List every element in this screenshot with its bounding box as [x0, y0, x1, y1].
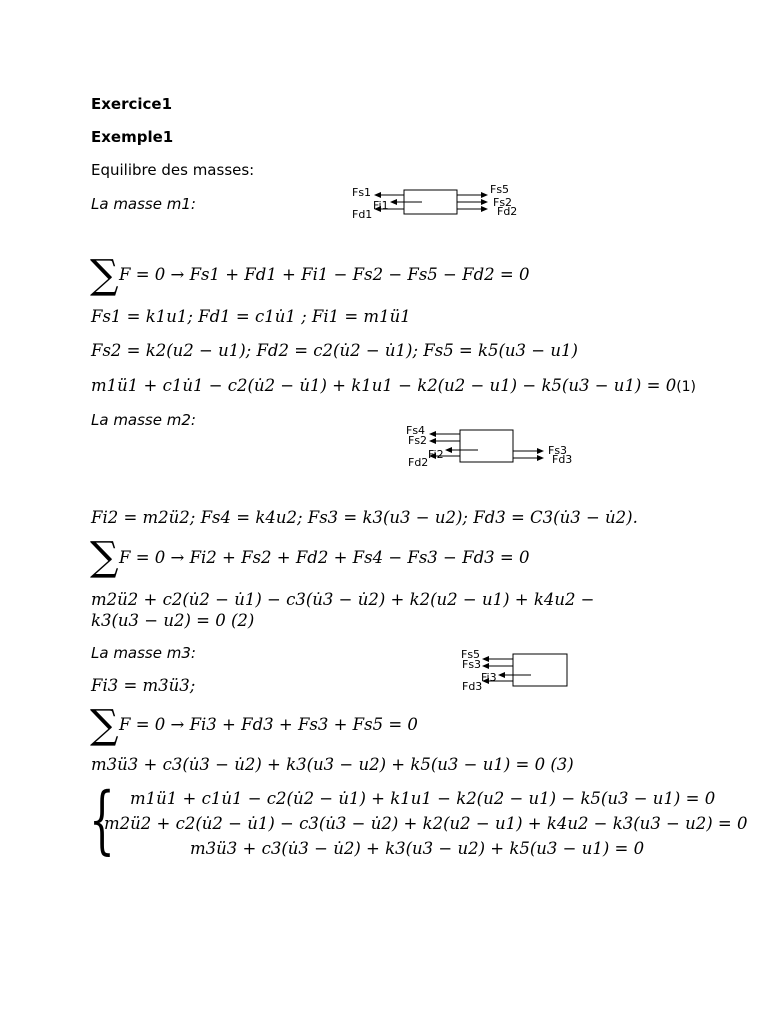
- mass3-left-label: Fd3: [462, 680, 483, 693]
- mass1-left-label: Fd1: [352, 208, 373, 221]
- mass2-right-label: Fs3: [548, 444, 568, 457]
- mass3-definition: Fi3 = m3ü3;: [91, 676, 196, 695]
- mass2-sum-equation: F = 0 → Fi2 + Fs2 + Fd2 + Fs4 − Fs3 − Fd3 = 0: [119, 548, 530, 567]
- system-equation-2: m2ü2 + c2(u̇2 − u̇1) − c3(u̇3 − u̇2) + k2(u2 − u1) + k4u2 − k3(u3 − u2) = 0: [104, 814, 748, 833]
- mass1-sum-equation: F = 0 → Fs1 + Fd1 + Fi1 − Fs2 − Fs5 − Fd2 = 0: [119, 265, 530, 284]
- mass1-equation: m1ü1 + c1u̇1 − c2(u̇2 − u̇1) + k1u1 − k2(u2 − u1) − k5(u3 − u1) = 0(1): [91, 376, 697, 395]
- mass1-left-label: Fs1: [352, 186, 372, 199]
- mass3-left-label: Fi3: [481, 671, 497, 684]
- mass2-left-label: Fi2: [428, 448, 444, 461]
- mass1-definitions-2: Fs2 = k2(u2 − u1); Fd2 = c2(u̇2 − u̇1); Fs5 = k5(u3 − u1): [91, 341, 578, 360]
- mass3-left-label: Fs5: [461, 648, 481, 661]
- sum-symbol: ∑: [90, 252, 119, 298]
- mass2-label: La masse m2:: [91, 411, 196, 429]
- sum-symbol: ∑: [90, 534, 119, 580]
- mass2-right-label: Fd3: [552, 453, 573, 466]
- system-equation-1: m1ü1 + c1u̇1 − c2(u̇2 − u̇1) + k1u1 − k2(u2 − u1) − k5(u3 − u1) = 0: [130, 789, 716, 808]
- sum-symbol: ∑: [90, 702, 119, 748]
- mass1-label: La masse m1:: [91, 195, 196, 213]
- example-heading: Exemple1: [91, 128, 174, 146]
- mass3-block: [513, 654, 567, 686]
- mass1-left-label: Fi1: [373, 199, 389, 212]
- system-brace: {: [89, 777, 115, 863]
- intro-text: Equilibre des masses:: [91, 161, 255, 179]
- equation-tag: (1): [676, 379, 697, 395]
- mass1-right-label: Fs5: [490, 183, 510, 196]
- mass2-left-label: Fs2: [408, 434, 428, 447]
- mass2-left-label: Fd2: [408, 456, 429, 469]
- system-equation-3: m3ü3 + c3(u̇3 − u̇2) + k3(u3 − u2) + k5(u3 − u1) = 0: [190, 839, 645, 858]
- mass3-left-label: Fs3: [462, 658, 482, 671]
- mass3-label: La masse m3:: [91, 644, 196, 662]
- mass3-equation: m3ü3 + c3(u̇3 − u̇2) + k3(u3 − u2) + k5(u3 − u1) = 0 (3): [91, 755, 574, 774]
- mass1-definitions-1: Fs1 = k1u1; Fd1 = c1u̇1 ; Fi1 = m1ü1: [91, 307, 411, 326]
- mass3-sum-equation: F = 0 → Fi3 + Fd3 + Fs3 + Fs5 = 0: [119, 715, 418, 734]
- exercise-heading: Exercice1: [91, 95, 173, 113]
- mass1-right-label: Fs2: [493, 196, 513, 209]
- mass2-equation-line1: m2ü2 + c2(u̇2 − u̇1) − c3(u̇3 − u̇2) + k2(u2 − u1) + k4u2 −: [91, 590, 595, 609]
- mass1-right-label: Fd2: [497, 205, 518, 218]
- mass2-left-label: Fs4: [406, 424, 426, 437]
- mass2-definitions: Fi2 = m2ü2; Fs4 = k4u2; Fs3 = k3(u3 − u2); Fd3 = C3(u̇3 − u̇2).: [91, 508, 638, 527]
- mass2-equation-line2: k3(u3 − u2) = 0 (2): [91, 611, 255, 630]
